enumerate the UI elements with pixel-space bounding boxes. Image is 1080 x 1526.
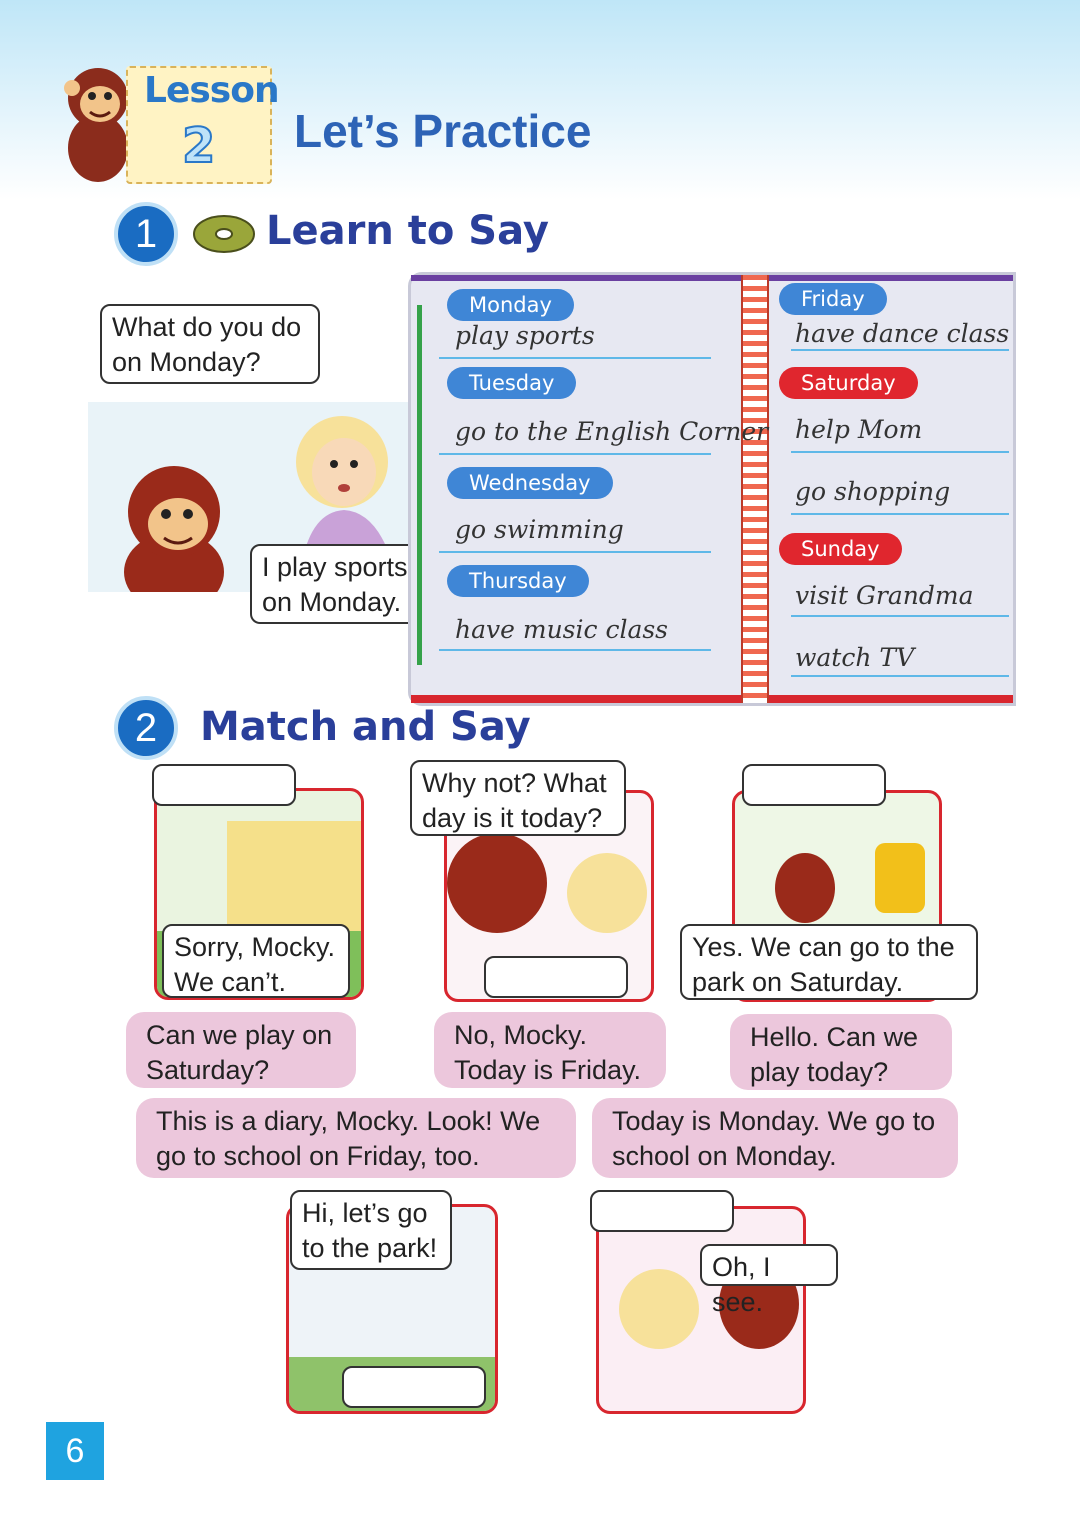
diary-rule-line [791, 615, 1009, 617]
diary-rule-line [439, 357, 711, 359]
blank-answer-bubble[interactable] [152, 764, 296, 806]
girl-figure [567, 853, 647, 933]
section-2-number: 2 [114, 696, 178, 760]
lesson-badge [58, 60, 279, 184]
diary-rule-line [791, 513, 1009, 515]
day-tag-friday: Friday [779, 283, 887, 315]
page-number: 6 [46, 1422, 104, 1480]
section-1-title: Learn to Say [266, 208, 549, 254]
answer-option-3[interactable]: Hello. Can we play today? [730, 1014, 952, 1090]
school-building [227, 821, 361, 931]
activity-text: have music class [455, 615, 669, 644]
day-tag-monday: Monday [447, 289, 574, 321]
blank-answer-bubble[interactable] [484, 956, 628, 998]
monkey-character-icon [104, 452, 254, 592]
activity-text: help Mom [795, 415, 923, 444]
activity-text: go swimming [455, 515, 624, 544]
lesson-label: Lesson [144, 70, 279, 111]
day-tag-sunday: Sunday [779, 533, 902, 565]
diary-rule-line [439, 551, 711, 553]
scene-4-speech-bubble: Hi, let’s go to the park! [290, 1190, 452, 1270]
day-tag-saturday: Saturday [779, 367, 918, 399]
answer-speech-bubble: I play sports on Monday. [250, 544, 438, 624]
blank-answer-bubble[interactable] [742, 764, 886, 806]
diary-bottom-edge [411, 695, 1013, 703]
lesson-number: 2 [182, 118, 216, 174]
diary-rule-line [439, 453, 711, 455]
activity-text: watch TV [795, 643, 915, 672]
activity-text: go to the English Corner [455, 417, 769, 446]
blank-answer-bubble[interactable] [342, 1366, 486, 1408]
activity-text: have dance class [795, 319, 1010, 348]
activity-text: visit Grandma [795, 581, 974, 610]
scene-1-speech-bubble: Sorry, Mocky. We can’t. [162, 924, 350, 998]
answer-option-1[interactable]: Can we play on Saturday? [126, 1012, 356, 1088]
page-title: Let’s Practice [294, 105, 592, 157]
scene-5-illustration [596, 1206, 806, 1414]
answer-option-2[interactable]: No, Mocky. Today is Friday. [434, 1012, 666, 1088]
activity-text: play sports [455, 321, 595, 350]
monkey-figure [447, 833, 547, 933]
diary-rule-line [439, 649, 711, 651]
scene-2-speech-bubble: Why not? What day is it today? [410, 760, 626, 836]
diary-spiral-binding [741, 275, 769, 703]
girl-figure [619, 1269, 699, 1349]
girl-character-icon [282, 402, 412, 562]
diary-rule-line [791, 349, 1009, 351]
diary-rule-line [791, 675, 1009, 677]
diary-left-edge [417, 305, 422, 665]
blank-answer-bubble[interactable] [590, 1190, 734, 1232]
answer-option-4[interactable]: This is a diary, Mocky. Look! We go to school on Friday, too. [136, 1098, 576, 1178]
section-2-title: Match and Say [200, 704, 531, 750]
activity-text: go shopping [795, 477, 951, 506]
diary-notebook [408, 272, 1016, 706]
day-tag-thursday: Thursday [447, 565, 589, 597]
monkey-figure [775, 853, 835, 923]
section-1-number: 1 [114, 202, 178, 266]
day-tag-tuesday: Tuesday [447, 367, 576, 399]
day-tag-wednesday: Wednesday [447, 467, 613, 499]
cd-icon [192, 212, 256, 256]
scene-3-speech-bubble: Yes. We can go to the park on Saturday. [680, 924, 978, 1000]
question-speech-bubble: What do you do on Monday? [100, 304, 320, 384]
diary-top-edge [411, 275, 1013, 281]
boy-figure [875, 843, 925, 913]
diary-rule-line [791, 451, 1009, 453]
scene-5-speech-bubble: Oh, I see. [700, 1244, 838, 1286]
answer-option-5[interactable]: Today is Monday. We go to school on Monday. [592, 1098, 958, 1178]
